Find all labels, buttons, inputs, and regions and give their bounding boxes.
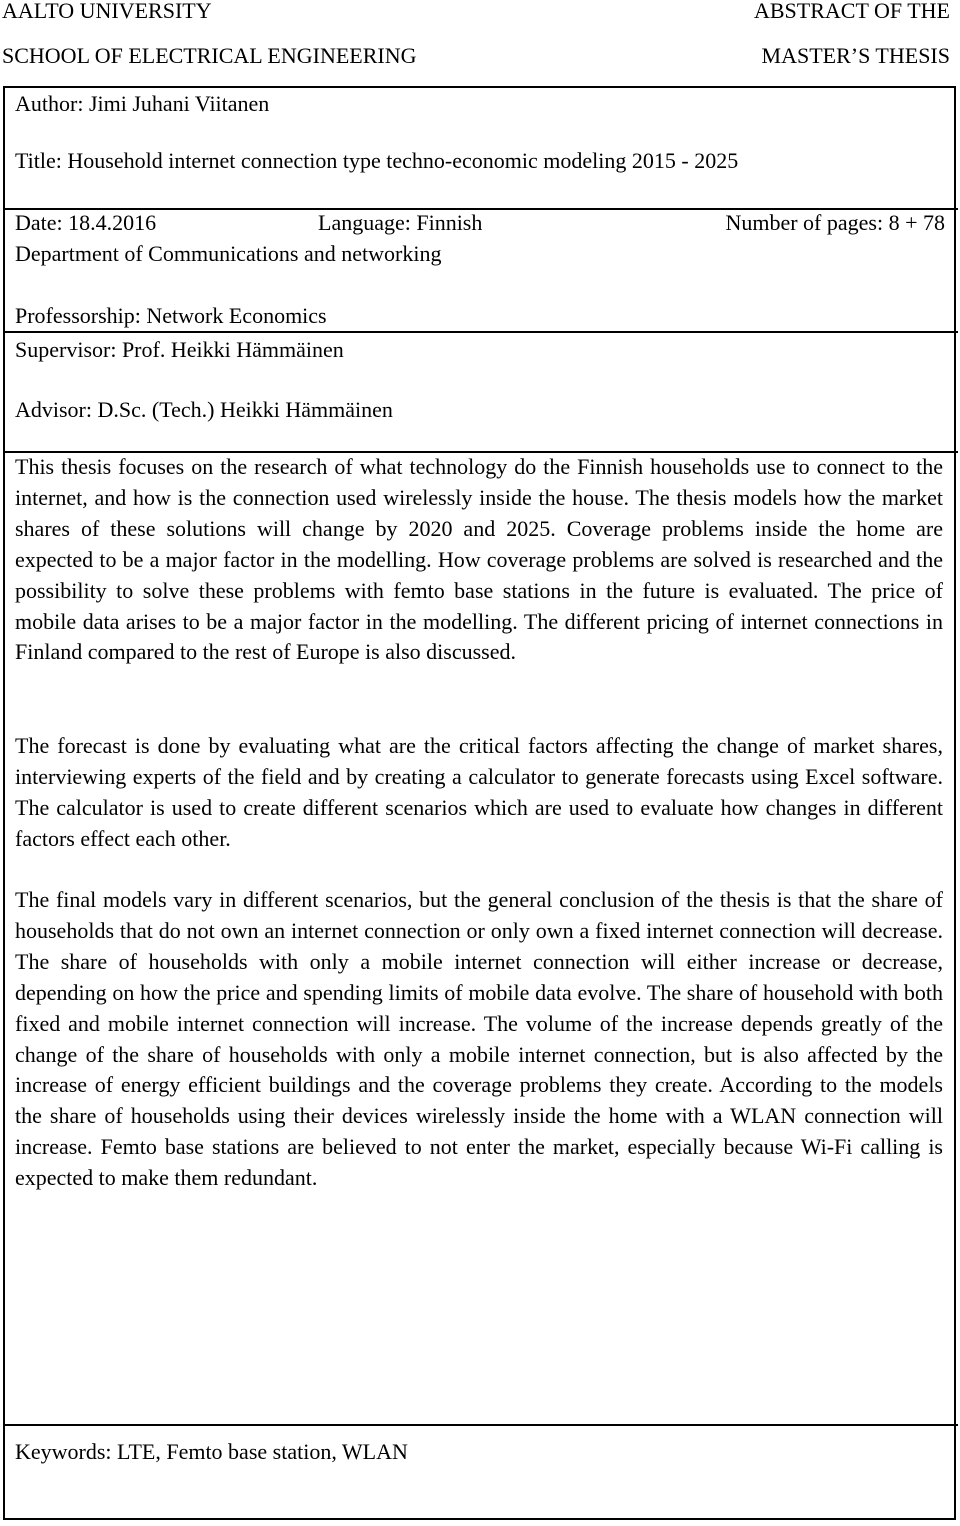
school-name: SCHOOL OF ELECTRICAL ENGINEERING [2, 43, 417, 68]
abstract-label-line1: ABSTRACT OF THE [753, 0, 950, 23]
abstract-paragraph-3: The final models vary in different scenarios, but the general conclusion of the thesis is that the share of households that do not own an internet connection or only own a fixed internet connection will decrease. The share of households with only a mobile internet connection will either increase or decrease, depending on how the price and spending limits of mobile data evolve. The share of household with both fixed and mobile internet connection will increase. The volume of the increase depends greatly of the change of the share of households with only a mobile internet connection, but is also affected by the increase of energy efficient buildings and the coverage problems they create. According to the models the share of households using their devices wirelessly inside the home with a WLAN connection will increase. Femto base stations are believed to not enter the market, especially because Wi-Fi calling is expected to make them redundant. [15, 887, 943, 1191]
divider-before-keywords [3, 1424, 958, 1426]
university-name: AALTO UNIVERSITY [2, 0, 212, 23]
author-line: Author: Jimi Juhani Viitanen [15, 91, 270, 116]
advisor-line: Advisor: D.Sc. (Tech.) Heikki Hämmäinen [15, 397, 393, 422]
pages-field: Number of pages: 8 + 78 [725, 210, 945, 235]
supervisor-line: Supervisor: Prof. Heikki Hämmäinen [15, 337, 344, 362]
date-field: Date: 18.4.2016 [15, 210, 157, 235]
department-line: Department of Communications and networking [15, 241, 442, 266]
abstract-paragraph-2: The forecast is done by evaluating what are the critical factors affecting the change of market shares, interviewing experts of the field and by creating a calculator to generate forecasts using Excel software. The calculator is used to create different scenarios which are used to evaluate how changes in different factors effect each other. [15, 733, 943, 851]
abstract-paragraph-1: This thesis focuses on the research of what technology do the Finnish households use to connect to the internet, and how is the connection used wirelessly inside the house. The thesis models how the market shares of these solutions will change by 2020 and 2025. Coverage problems inside the home are expected to be a major factor in the modelling. How coverage problems are solved is researched and the possibility to solve these problems with femto base stations in the future is evaluated. The price of mobile data arises to be a major factor in the modelling. The different pricing of internet connections in Finland compared to the rest of Europe is also discussed. [15, 454, 943, 665]
divider-after-professorship [3, 331, 958, 333]
language-field: Language: Finnish [318, 210, 483, 235]
thesis-title-line: Title: Household internet connection type techno-economic modeling 2015 - 2025 [15, 148, 739, 173]
abstract-label-line2: MASTER’S THESIS [761, 43, 950, 68]
professorship-line: Professorship: Network Economics [15, 303, 327, 328]
keywords-line: Keywords: LTE, Femto base station, WLAN [15, 1439, 408, 1464]
